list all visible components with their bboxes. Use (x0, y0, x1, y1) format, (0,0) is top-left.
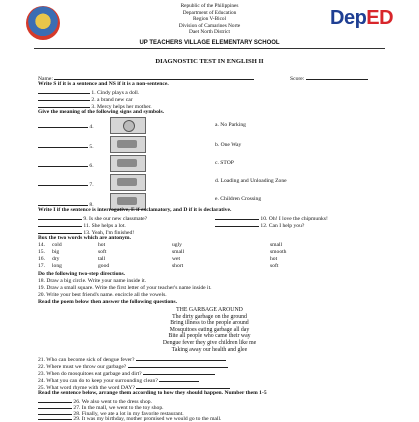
antonym-word[interactable]: wet (172, 256, 181, 262)
deped-logo: DepED (330, 7, 394, 29)
part3-item: 9. Is she our new classmate? (38, 214, 147, 222)
antonym-word[interactable]: short (172, 263, 184, 269)
sign-item: 4. (38, 122, 94, 130)
poem-line: The dirty garbage on the ground (172, 313, 247, 320)
no-parking-sign-image (110, 117, 146, 134)
school-name: UP TEACHERS VILLAGE ELEMENTARY SCHOOL (139, 40, 280, 46)
antonym-word[interactable]: cold (52, 242, 62, 248)
header-lines (90, 3, 329, 36)
sign-item: 8. (38, 200, 94, 208)
part3-item: 10. Oh! I love the chipmunks! (215, 214, 328, 222)
part5-instruction: Do the following two-step directions. (38, 271, 126, 277)
question: 23. When do mosquitoes eat garbage and dirt? (38, 369, 215, 377)
part5-item: 20. Write your best friend's name. encircle all the vowels. (38, 292, 167, 298)
score-label: Score: (290, 76, 305, 82)
sign-choice: a. No Parking (215, 122, 246, 128)
answer-blank[interactable] (38, 180, 88, 186)
answer-blank[interactable] (159, 376, 199, 382)
part1-item: 2. a brand new car (38, 95, 133, 103)
antonym-row: 17. long good short soft (38, 263, 330, 270)
header-divider (34, 48, 385, 49)
answer-blank[interactable] (136, 383, 230, 389)
part1-item: 3. Mercy helps her mother. (38, 102, 152, 110)
antonym-word[interactable]: hot (98, 242, 106, 248)
part4-instruction: Box the two words which are antonym. (38, 235, 131, 241)
poem (0, 307, 419, 353)
question: 24. What you can do to keep your surrounding clean? (38, 376, 199, 384)
part3-item: 11. She helps a lot. (38, 221, 126, 229)
question: 25. What word rhyme with the word DAY? (38, 383, 230, 391)
antonym-word[interactable]: small (270, 242, 283, 248)
score-line (290, 74, 368, 82)
part3-item: 13. Yeah, I'm finished! (38, 228, 134, 236)
sign-item: 6. (38, 161, 94, 169)
sequence-item: 26. We also went to the dress shop. (38, 397, 152, 405)
poem-line: Mosquitoes eating garbage all day (169, 326, 250, 333)
name-blank[interactable] (54, 74, 254, 80)
poem-title: THE GARBAGE AROUND (176, 307, 243, 313)
deped-seal-logo (26, 6, 60, 40)
antonym-word[interactable]: ugly (172, 242, 182, 248)
antonym-word[interactable]: tall (98, 256, 106, 262)
antonym-word[interactable]: small (172, 249, 185, 255)
test-title: DIAGNOSTIC TEST IN ENGLISH II (155, 58, 264, 65)
answer-blank[interactable] (38, 214, 82, 220)
stop-sign-image (110, 155, 146, 172)
loading-zone-sign-image (110, 136, 146, 153)
part2-instruction: Give the meaning of the following signs and symbols. (38, 109, 165, 115)
sign-choice: e. Children Crossing (215, 196, 262, 202)
header-line: Region V-Bicol (192, 16, 227, 22)
answer-blank[interactable] (38, 142, 88, 148)
sign-item: 5. (38, 142, 94, 150)
antonym-grid (38, 242, 330, 270)
answer-blank[interactable] (38, 122, 88, 128)
header-line: Division of Camarines Norte (178, 22, 241, 29)
score-blank[interactable] (306, 74, 368, 80)
sequence-item: 28. Finally, we ate a lot in my favorite restaurant. (38, 409, 184, 417)
sequence-item: 29. It was my birthday, mother promised we would go to the mall. (38, 414, 221, 422)
poem-line: Bite all people who came their way (168, 333, 251, 340)
antonym-word[interactable]: dry (52, 256, 60, 262)
antonym-row: 15. big soft small smooth (38, 249, 330, 256)
answer-blank[interactable] (38, 102, 90, 108)
question: 22. Where must we throw our garbage? (38, 362, 228, 370)
antonym-word[interactable]: good (98, 263, 110, 269)
answer-blank[interactable] (136, 355, 226, 361)
part1-item: 1. Cindy plays a doll. (38, 88, 139, 96)
part5-item: 19. Draw a small square. Write the first letter of your teacher's name inside it. (38, 285, 212, 291)
header-line: Daet North District (189, 29, 230, 35)
antonym-word[interactable]: hot (270, 256, 278, 262)
antonym-word[interactable]: soft (270, 263, 279, 269)
answer-blank[interactable] (143, 369, 215, 375)
part7-instruction: Read the sentence below, arrange them according to how they should happen. Number them 1-5 (38, 390, 267, 396)
answer-blank[interactable] (38, 221, 82, 227)
answer-blank[interactable] (38, 95, 90, 101)
header-line: Department of Education (182, 9, 237, 16)
answer-blank[interactable] (215, 221, 259, 227)
antonym-word[interactable]: smooth (270, 249, 287, 255)
antonym-row: 16. dry tall wet hot (38, 256, 330, 263)
answer-blank[interactable] (38, 88, 90, 94)
antonym-word[interactable]: soft (98, 249, 107, 255)
answer-blank[interactable] (215, 214, 259, 220)
antonym-row: 14. cold hot ugly small (38, 242, 330, 249)
answer-blank[interactable] (38, 161, 88, 167)
part3-instruction: Write I if the sentence is interrogative, E if exclamatory, and D if it is declarative. (38, 207, 232, 213)
part5-item: 18. Draw a big circle. Write your name inside it. (38, 278, 147, 284)
antonym-word[interactable]: long (52, 263, 62, 269)
part6-instruction: Read the poem below then answer the following questions. (38, 299, 177, 305)
sequence-item: 27. In the mall, we went to the toy shop. (38, 403, 164, 411)
antonym-word[interactable]: big (52, 249, 60, 255)
poem-line: Bring illness to the people around (170, 320, 249, 327)
sign-choice: b. One Way (215, 142, 242, 148)
answer-blank[interactable] (128, 362, 228, 368)
part1-instruction: Write S if it is a sentence and NS if it is a non-sentence. (38, 81, 169, 87)
answer-blank[interactable] (38, 228, 82, 234)
one-way-sign-image (110, 174, 146, 191)
header-line: Republic of the Philippines (180, 3, 239, 9)
part3-item: 12. Can I help you? (215, 221, 304, 229)
question: 21. Who can become sick of dengue fever? (38, 355, 226, 363)
answer-blank[interactable] (38, 200, 88, 206)
poem-line: Dengue fever they give children like me (162, 339, 257, 346)
name-label: Name: (38, 76, 53, 82)
document-header (0, 0, 419, 50)
sign-choice: c. STOP (215, 160, 234, 166)
sign-choice: d. Loading and Unloading Zone (215, 178, 287, 184)
sign-item: 7. (38, 180, 94, 188)
poem-line: Taking away our health and glee (171, 346, 248, 353)
